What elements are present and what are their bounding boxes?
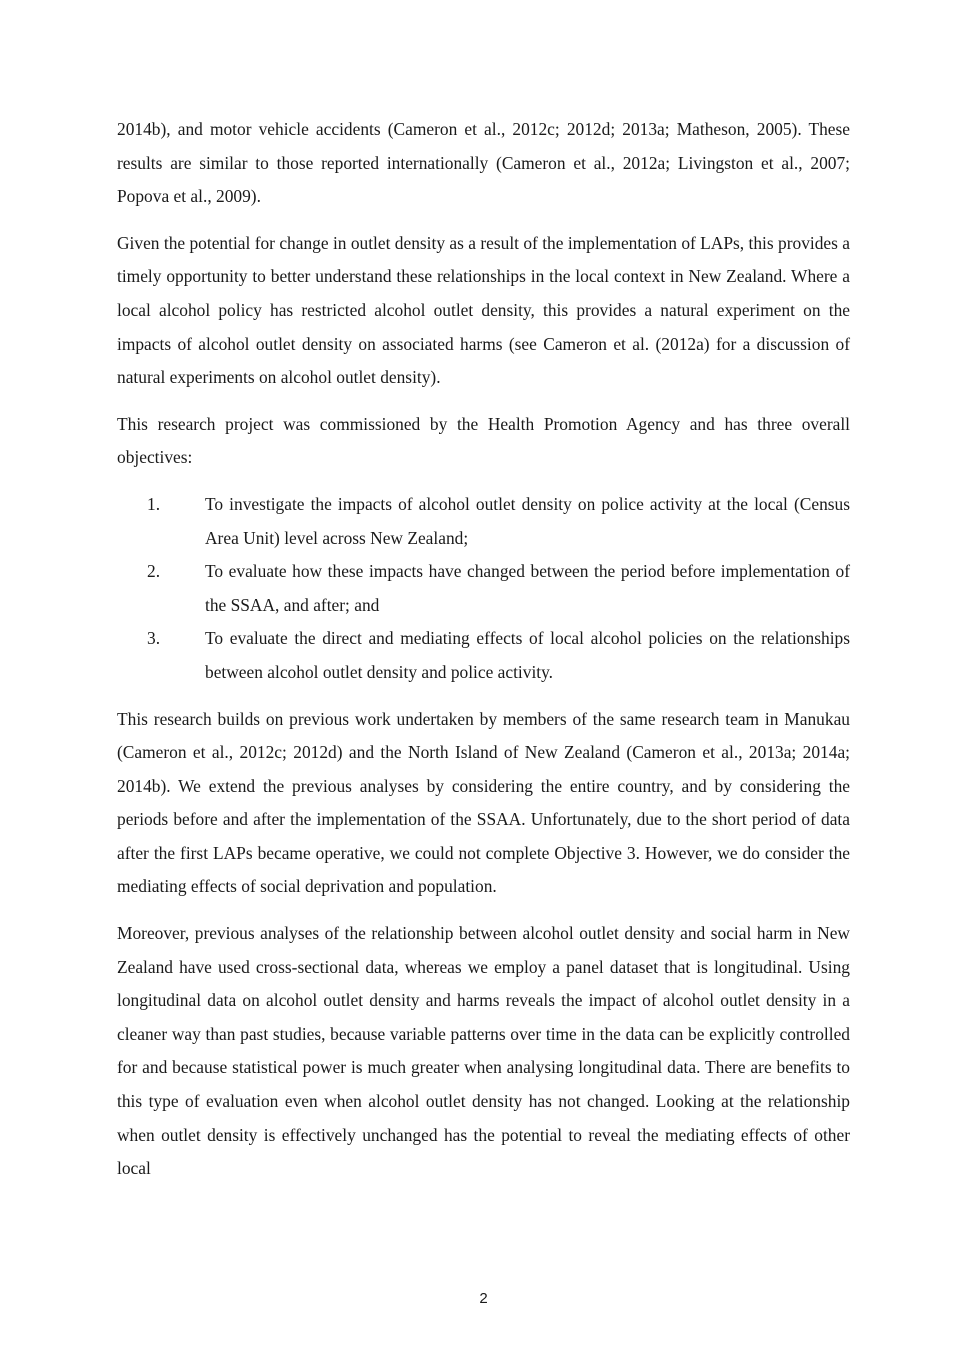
objective-text: To evaluate how these impacts have changed between the period before implementation of the SSAA, and after; and [205, 561, 850, 615]
paragraph-3: This research project was commissioned by the Health Promotion Agency and has three overall objectives: [117, 413, 850, 468]
page-number: 2 [479, 1290, 488, 1307]
objective-text: To evaluate the direct and mediating effects of local alcohol policies on the relationships between alcohol outlet density and police activity. [205, 628, 850, 682]
objective-number: 1. [147, 493, 161, 514]
paragraph-1: 2014b), and motor vehicle accidents (Cameron et al., 2012c; 2012d; 2013a; Matheson, 2005). These results are similar to those reported internationally (Cameron et al., 2012a; Livingston et al., 2007; Popova et al., 2009). [117, 119, 850, 207]
objective-item-3 [117, 622, 850, 689]
document-page [117, 113, 850, 1199]
objective-item-2 [117, 555, 850, 622]
objectives-list [117, 488, 850, 690]
paragraph-4: This research builds on previous work undertaken by members of the same research team in Manukau (Cameron et al., 2012c; 2012d) and the North Island of New Zealand (Cameron et al., 2013a; 2014a; 2014b). We extend the previous analyses by considering the entire country, and by considering the periods before and after the implementation of the SSAA. Unfortunately, due to the short period of data after the first LAPs became operative, we could not complete Objective 3. However, we do consider the mediating effects of social deprivation and population. [117, 708, 850, 897]
objective-number: 3. [147, 628, 161, 649]
paragraph-2: Given the potential for change in outlet density as a result of the implementation of LAPs, this provides a timely opportunity to better understand these relationships in the local context in New Zealand. Where a local alcohol policy has restricted alcohol outlet density, this provides a natural experiment on the impacts of alcohol outlet density on associated harms (see Cameron et al. (2012a) for a discussion of natural experiments on alcohol outlet density). [117, 232, 850, 388]
paragraph-5: Moreover, previous analyses of the relationship between alcohol outlet density and social harm in New Zealand have used cross-sectional data, whereas we employ a panel dataset that is longitudinal. Using longitudinal data on alcohol outlet density and harms reveals the impact of alcohol outlet density in a cleaner way than past studies, because variable patterns over time in the data can be explicitly controlled for and because statistical power is much greater when analysing longitudinal data. There are benefits to this type of evaluation even when alcohol outlet density has not changed. Looking at the relationship when outlet density is effectively unchanged has the potential to reveal the mediating effects of other local [117, 923, 850, 1179]
objective-item-1 [117, 488, 850, 555]
objective-text: To investigate the impacts of alcohol outlet density on police activity at the local (Census Area Unit) level across New Zealand; [205, 493, 850, 548]
objective-number: 2. [147, 561, 161, 582]
